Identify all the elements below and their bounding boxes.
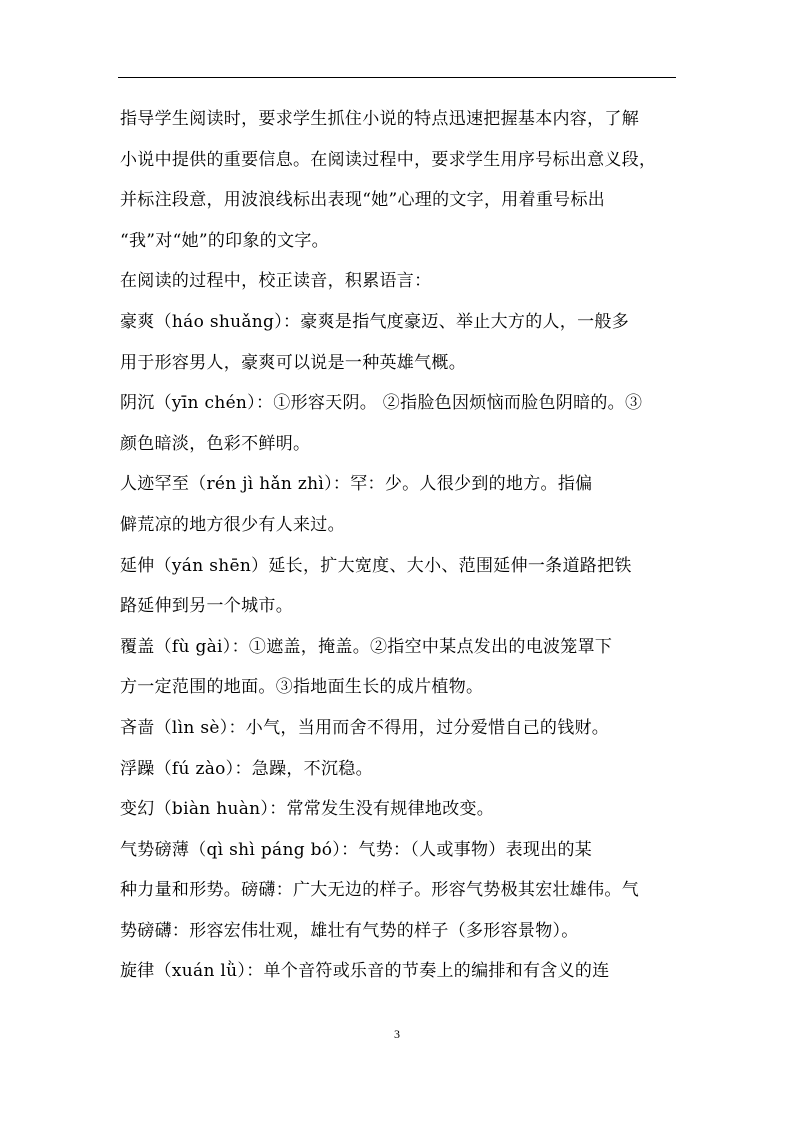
header-rule xyxy=(118,77,676,78)
text-line: 人迹罕至（rén jì hǎn zhì）：罕：少。人很少到的地方。指偏 xyxy=(120,474,593,495)
text-line: 势磅礴：形容宏伟壮观，雄壮有气势的样子（多形容景物）。 xyxy=(120,920,579,941)
text-line: “我”对“她”的印象的文字。 xyxy=(120,230,329,251)
text-line: 豪爽（háo shuǎng）：豪爽是指气度豪迈、举止大方的人，一般多 xyxy=(120,311,630,332)
text-line: 并标注段意，用波浪线标出表现“她”心理的文字，用着重号标出 xyxy=(120,190,606,211)
text-line: 旋律（xuán lǜ）：单个音符或乐音的节奏上的编排和有含义的连 xyxy=(120,961,610,982)
text-line: 种力量和形势。磅礴：广大无边的样子。形容气势极其宏壮雄伟。气 xyxy=(120,880,639,901)
page-number: 3 xyxy=(394,1027,400,1041)
text-line: 延伸（yán shēn）延长，扩大宽度、大小、范围延伸一条道路把铁 xyxy=(120,555,632,576)
text-line: 变幻（biàn huàn）：常常发生没有规律地改变。 xyxy=(120,799,495,820)
text-line: 颜色暗淡，色彩不鲜明。 xyxy=(120,433,311,454)
text-line: 路延伸到另一个城市。 xyxy=(120,596,293,617)
text-line: 指导学生阅读时，要求学生抓住小说的特点迅速把握基本内容，了解 xyxy=(120,109,639,129)
body-text xyxy=(120,99,672,992)
text-line: 气势磅薄（qì shì páng bó）：气势：（人或事物）表现出的某 xyxy=(120,839,593,860)
text-line: 小说中提供的重要信息。在阅读过程中，要求学生用序号标出意义段， xyxy=(120,149,657,170)
text-line: 僻荒凉的地方很少有人来过。 xyxy=(120,514,345,535)
text-line: 方一定范围的地面。③指地面生长的成片植物。 xyxy=(120,677,484,698)
text-line: 浮躁（fú zào）：急躁，不沉稳。 xyxy=(120,758,373,779)
text-line: 用于形容男人，豪爽可以说是一种英雄气概。 xyxy=(120,352,466,373)
text-line: 在阅读的过程中，校正读音，积累语言： xyxy=(120,271,432,292)
text-line: 吝啬（lìn sè）：小气，当用而舍不得用，过分爱惜自己的钱财。 xyxy=(120,717,610,738)
text-line: 覆盖（fù gài）：①遮盖，掩盖。②指空中某点发出的电波笼罩下 xyxy=(120,636,613,657)
text-line: 阴沉（yīn chén）：①形容天阴。 ②指脸色因烦恼而脸色阴暗的。③ xyxy=(120,393,643,414)
